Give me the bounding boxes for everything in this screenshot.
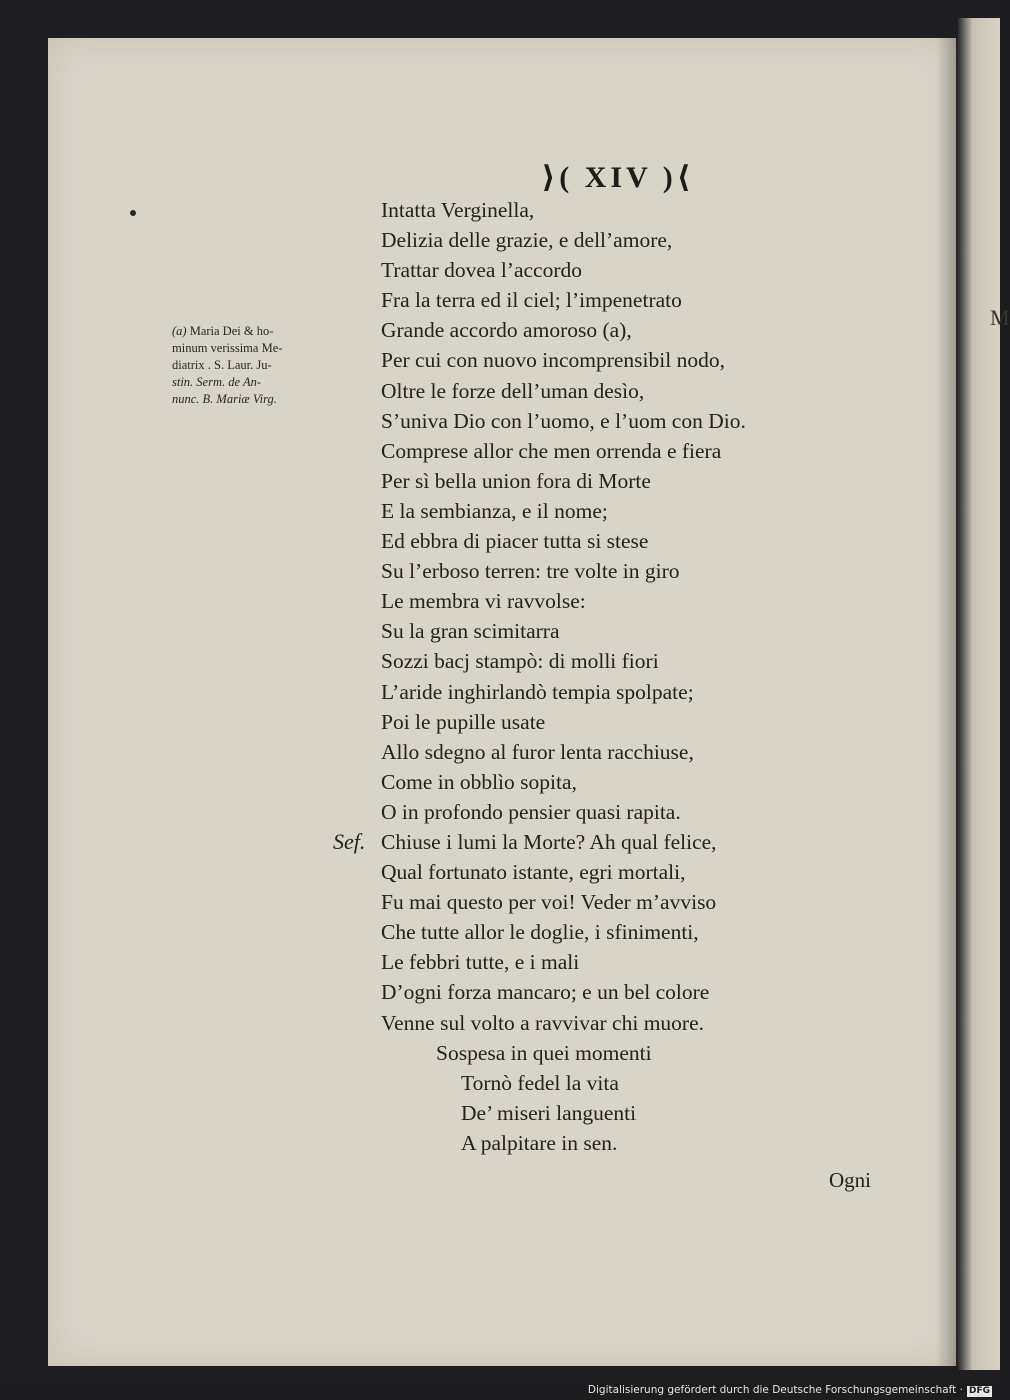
- verse-line-text: Intatta Verginella,: [381, 198, 535, 222]
- speaker-label: Sef.: [333, 828, 366, 854]
- verse-line-text: Oltre le forze dell’uman desìo,: [381, 378, 645, 403]
- verse-line-text: L’aride inghirlandò tempia spolpate;: [381, 679, 694, 704]
- verse-line: [381, 556, 871, 586]
- verse-line: [381, 646, 871, 676]
- verse-line: [381, 737, 871, 767]
- verse-line-text: D’ogni forza mancaro; e un bel colore: [381, 980, 710, 1005]
- verse-line-text: Grande accordo amoroso (a),: [381, 318, 632, 343]
- verse-line: [381, 406, 871, 436]
- verse-line-text: Chiuse i lumi la Morte? Ah qual felice,: [381, 829, 717, 854]
- verse-line-text: Delizia delle grazie, e dell’amore,: [381, 228, 673, 253]
- verse-line: [381, 977, 871, 1007]
- verse-line: [381, 1038, 871, 1068]
- dfg-logo: DFG: [968, 1386, 990, 1396]
- verse-line: [381, 857, 871, 887]
- verse-line-text: Fu mai questo per voi! Veder m’avviso: [381, 890, 717, 915]
- verse-line-text: Le febbri tutte, e i mali: [381, 950, 580, 975]
- verse-line: [381, 466, 871, 496]
- footnote-line: minum verissima Me-: [172, 341, 283, 355]
- footnote-line: (a) Maria Dei & ho-: [172, 324, 274, 338]
- verse-line: [381, 285, 871, 315]
- verse-line: [381, 1098, 871, 1128]
- adjacent-page-letter: M: [990, 305, 1010, 330]
- verse-line-text: A palpitare in sen.: [461, 1130, 618, 1155]
- verse-line: [381, 947, 871, 977]
- verse-line: [381, 436, 871, 466]
- verse-line-text: Allo sdegno al furor lenta racchiuse,: [381, 739, 694, 764]
- verse-line-text: Su la gran scimitarra: [381, 619, 560, 644]
- verse-line-text: Ed ebbra di piacer tutta si stese: [381, 529, 649, 554]
- verse-line: [381, 376, 871, 406]
- verse-line-text: Trattar dovea l’accordo: [381, 258, 582, 283]
- verse-line-text: Tornò fedel la vita: [461, 1070, 619, 1095]
- verse-line: [381, 917, 871, 947]
- verse-line: [381, 1128, 871, 1158]
- verse-line: [381, 496, 871, 526]
- page-header: ⟩( XIV )⟨: [541, 161, 695, 194]
- footer-credit: [588, 1384, 992, 1397]
- verse-line-text: Che tutte allor le doglie, i sfinimenti,: [381, 920, 699, 945]
- verse-line: [381, 1068, 871, 1098]
- verse-line: [333, 827, 871, 857]
- catchword: Ogni: [829, 1168, 871, 1192]
- verse-line-text: Sozzi bacj stampò: di molli fiori: [381, 649, 659, 674]
- verse-line: [381, 526, 871, 556]
- verse-line-text: O in profondo pensier quasi rapita.: [381, 799, 681, 824]
- verse-line-text: Sospesa in quei momenti: [436, 1040, 652, 1065]
- verse-line: [381, 586, 871, 616]
- verse-line: [381, 677, 871, 707]
- verse-line-text: Come in obblìo sopita,: [381, 769, 577, 794]
- verse-line: [381, 345, 871, 375]
- footnote-line: diatrix . S. Laur. Ju-: [172, 358, 272, 372]
- verse-line: [381, 225, 871, 255]
- verse-text: [333, 195, 871, 1158]
- verse-line-text: Per cui con nuovo incomprensibil nodo,: [381, 348, 725, 373]
- adjacent-page-edge: [958, 18, 1000, 1370]
- verse-line-text: De’ miseri languenti: [461, 1100, 637, 1125]
- verse-line-text: Qual fortunato istante, egri mortali,: [381, 860, 686, 885]
- verse-line-text: Per sì bella union fora di Morte: [381, 468, 651, 493]
- verse-line: [381, 1008, 871, 1038]
- footnote-line: stin. Serm. de An-: [172, 375, 261, 389]
- verse-line-text: Su l’erboso terren: tre volte in giro: [381, 559, 680, 584]
- footer-credit-text: Digitalisierung gefördert durch die Deutsche Forschungsgemeinschaft ·: [587, 1384, 963, 1396]
- verse-line-text: Le membra vi ravvolse:: [381, 589, 586, 614]
- verse-line: [381, 707, 871, 737]
- verse-line: [381, 315, 871, 345]
- margin-dot: [130, 210, 136, 216]
- page-spine-shadow: [936, 38, 958, 1366]
- footnote-line: nunc. B. Mariæ Virg.: [172, 392, 277, 406]
- footnote-mark: (a): [172, 324, 187, 338]
- verse-line: [381, 616, 871, 646]
- verse-line-text: Comprese allor che men orrenda e fiera: [381, 438, 722, 463]
- verse-line-text: Venne sul volto a ravvivar chi muore.: [381, 1010, 705, 1035]
- verse-line-text: E la sembianza, e il nome;: [381, 498, 608, 523]
- verse-line-text: Fra la terra ed il ciel; l’impenetrato: [381, 288, 682, 313]
- verse-line: [381, 767, 871, 797]
- verse-line: [381, 195, 871, 225]
- verse-line-text: Poi le pupille usate: [381, 709, 546, 734]
- verse-line: [381, 797, 871, 827]
- marginal-footnote: [172, 323, 322, 408]
- verse-line: [381, 887, 871, 917]
- verse-line-text: S’univa Dio con l’uomo, e l’uom con Dio.: [381, 408, 746, 433]
- verse-line: [381, 255, 871, 285]
